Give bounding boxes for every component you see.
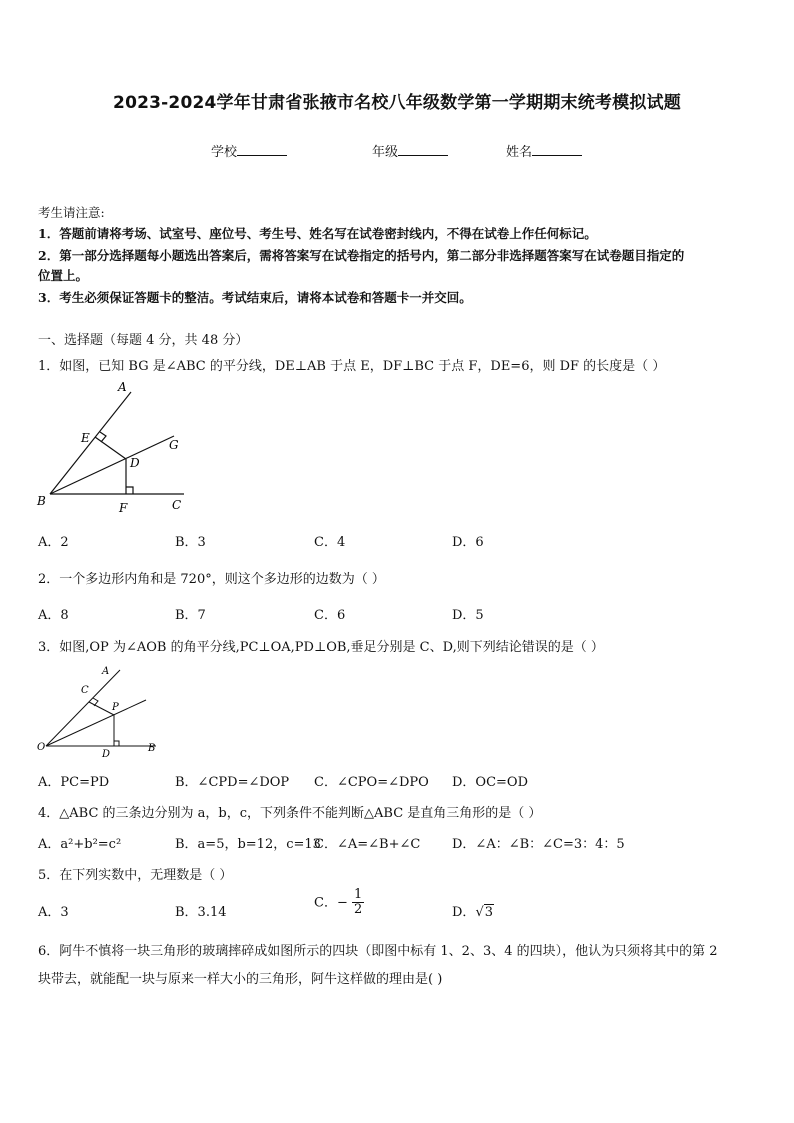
- sqrt-radicand: 3: [484, 905, 494, 920]
- school-field: [211, 141, 287, 160]
- label-e: E: [81, 431, 90, 445]
- question-6-stem-line1: 6．阿牛不慎将一块三角形的玻璃摔碎成如图所示的四块（即图中标有 1、2、3、4 的四块），他认为只须将其中的第 2: [38, 944, 718, 959]
- q3-option-d[interactable]: D．OC=OD: [452, 775, 529, 790]
- q1-option-a[interactable]: A．2: [38, 535, 69, 550]
- q4-option-d[interactable]: D．∠A：∠B：∠C=3：4：5: [452, 837, 625, 852]
- ray-bg: [50, 436, 174, 494]
- grade-field: [372, 141, 448, 160]
- q5-option-a[interactable]: A．3: [38, 905, 69, 920]
- question-4-stem: 4．△ABC 的三条边分别为 a，b，c，下列条件不能判断△ABC 是直角三角形的是（ ）: [38, 806, 542, 821]
- q2-option-d[interactable]: D．5: [452, 608, 484, 623]
- q5-option-d[interactable]: [452, 901, 494, 920]
- label-d: D: [130, 456, 140, 470]
- q5-option-c[interactable]: [314, 888, 364, 918]
- ray-op: [46, 700, 146, 746]
- notice-item-3: 3．考生必须保证答题卡的整洁。考试结束后，请将本试卷和答题卡一并交回。: [38, 290, 472, 305]
- label-g: G: [169, 438, 179, 452]
- q4-option-a[interactable]: A．a²+b²=c²: [38, 837, 122, 852]
- question-3-figure: [34, 660, 164, 760]
- sqrt-sign: √: [475, 905, 484, 920]
- right-angle-f: [126, 487, 133, 494]
- question-2-stem: 2．一个多边形内角和是 720°，则这个多边形的边数为（ ）: [38, 572, 385, 587]
- label-c: C: [81, 685, 89, 696]
- school-label: 学校: [211, 145, 238, 160]
- segment-pc: [89, 702, 114, 715]
- label-p: P: [112, 702, 119, 713]
- label-f: F: [119, 501, 128, 515]
- right-angle-d: [114, 741, 119, 746]
- q2-option-a[interactable]: A．8: [38, 608, 69, 623]
- q1-option-b[interactable]: B．3: [175, 535, 206, 550]
- q1-option-c[interactable]: C．4: [314, 535, 346, 550]
- label-b: B: [148, 743, 156, 754]
- label-o: O: [37, 742, 46, 753]
- q4-option-c[interactable]: C．∠A=∠B+∠C: [314, 837, 421, 852]
- label-b: B: [37, 494, 46, 508]
- question-6-stem-line2: 块带去，就能配一块与原来一样大小的三角形，阿牛这样做的理由是( ): [38, 972, 443, 987]
- notice-item-2: 2．第一部分选择题每小题选出答案后，需将答案写在试卷指定的括号内，第二部分非选择题答案写在试卷题目指定的: [38, 248, 685, 263]
- q5-option-c-prefix: C．−: [314, 895, 348, 911]
- label-a: A: [118, 380, 127, 394]
- notice-item-1: 1．答题前请将考场、试室号、座位号、考生号、姓名写在试卷密封线内，不得在试卷上作任何标记。: [38, 226, 597, 241]
- q5-option-b[interactable]: B．3.14: [175, 905, 227, 920]
- q3-option-b[interactable]: B．∠CPD=∠DOP: [175, 775, 290, 790]
- q4-option-b[interactable]: B．a=5，b=12，c=13: [175, 837, 321, 852]
- question-3-stem: 3．如图,OP 为∠AOB 的角平分线,PC⊥OA,PD⊥OB,垂足分别是 C、D,则下列结论错误的是（ ）: [38, 640, 604, 655]
- notice-heading: 考生请注意:: [38, 205, 105, 220]
- name-blank[interactable]: [532, 143, 582, 156]
- fraction-denominator: 2: [353, 902, 363, 918]
- question-1-stem: 1．如图，已知 BG 是∠ABC 的平分线，DE⊥AB 于点 E，DF⊥BC 于点 F，DE=6，则 DF 的长度是（ ）: [38, 359, 666, 374]
- exam-title: 2023-2024学年甘肃省张掖市名校八年级数学第一学期期末统考模拟试题: [113, 93, 681, 113]
- q5-option-d-prefix: D．: [452, 905, 476, 920]
- section-title: 一、选择题（每题 4 分，共 48 分）: [38, 333, 249, 348]
- ray-oa: [46, 670, 120, 746]
- grade-label: 年级: [372, 145, 399, 160]
- notice-item-2-cont: 位置上。: [38, 268, 89, 283]
- question-5-stem: 5．在下列实数中，无理数是（ ）: [38, 868, 233, 883]
- q2-option-b[interactable]: B．7: [175, 608, 206, 623]
- fraction-numerator: 1: [353, 887, 363, 902]
- q2-option-c[interactable]: C．6: [314, 608, 346, 623]
- school-blank[interactable]: [237, 143, 287, 156]
- fraction-one-half: [352, 888, 364, 918]
- name-field: [506, 141, 582, 160]
- ray-ba: [50, 392, 131, 494]
- grade-blank[interactable]: [398, 143, 448, 156]
- label-c: C: [172, 498, 182, 512]
- q3-option-c[interactable]: C．∠CPO=∠DPO: [314, 775, 429, 790]
- name-label: 姓名: [506, 145, 533, 160]
- q1-option-d[interactable]: D．6: [452, 535, 484, 550]
- q3-option-a[interactable]: A．PC=PD: [38, 775, 110, 790]
- label-a: A: [102, 666, 110, 677]
- label-d: D: [102, 749, 111, 760]
- sqrt-three: [475, 905, 494, 920]
- segment-de: [95, 437, 126, 459]
- question-1-figure: [34, 378, 194, 518]
